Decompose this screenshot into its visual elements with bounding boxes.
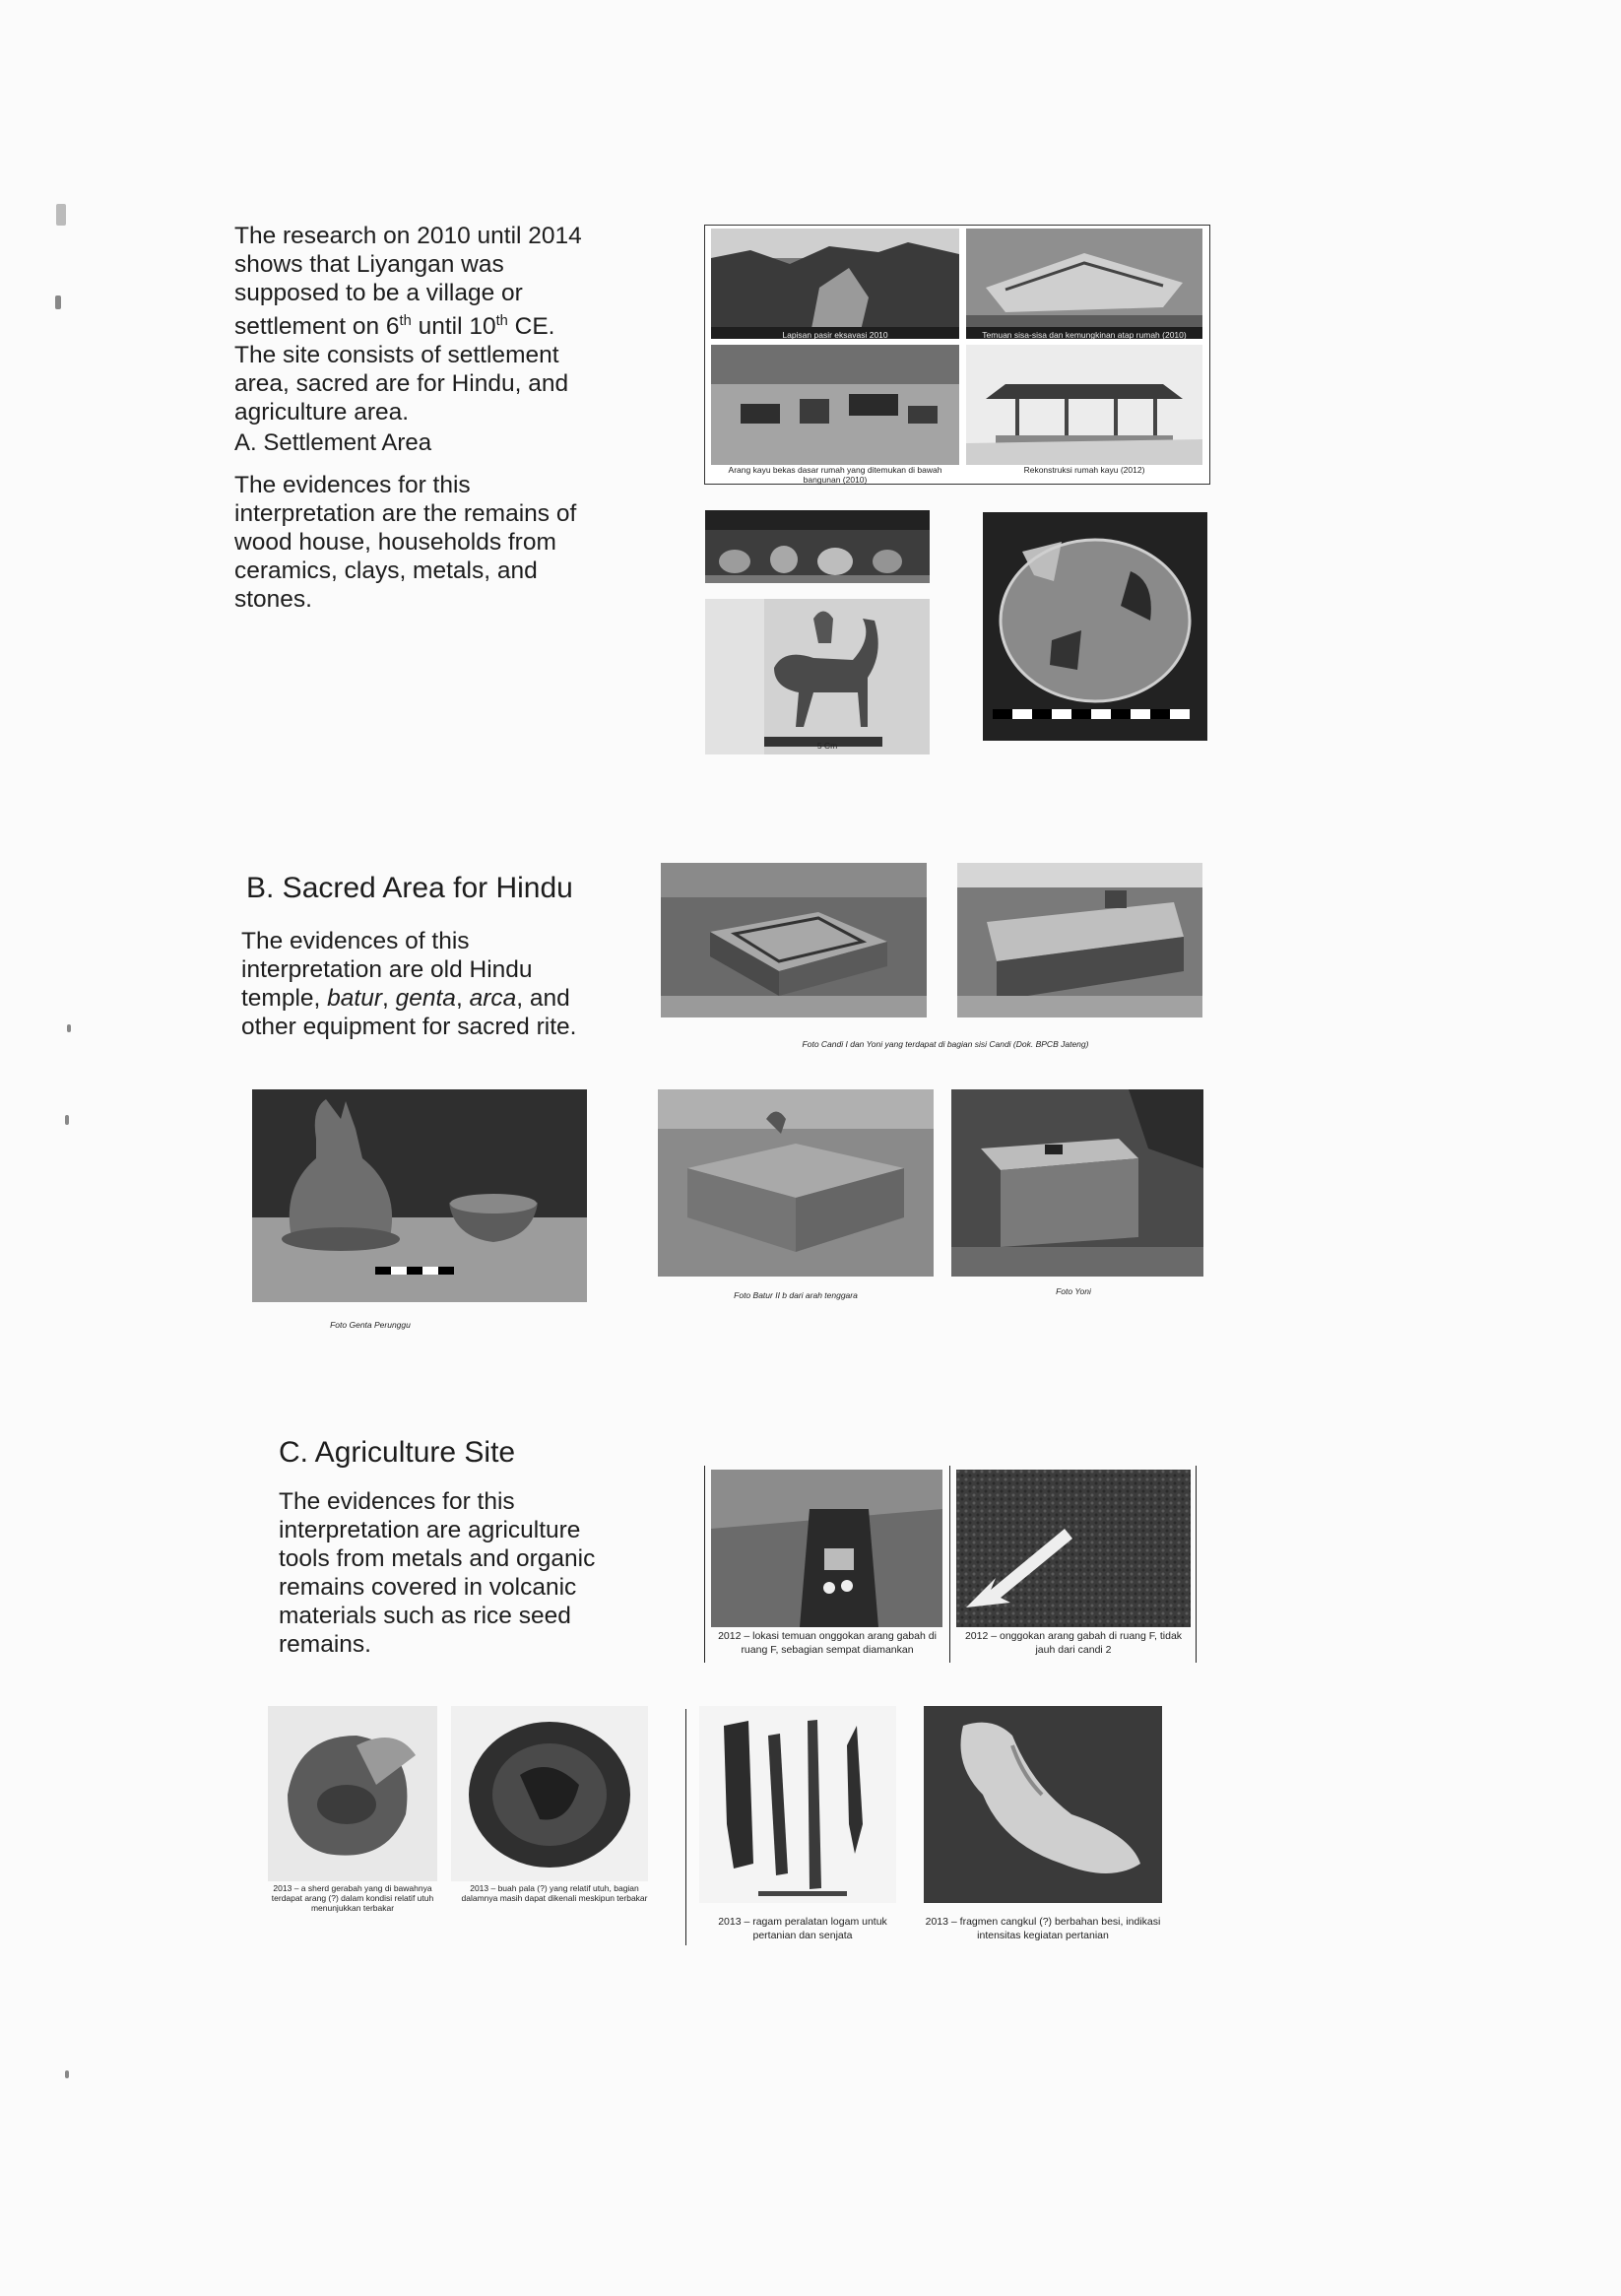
broken-pot-photo <box>983 512 1207 741</box>
scan-speck <box>56 204 66 226</box>
section-b-line: interpretation are old Hindu <box>241 956 533 983</box>
caption-batur: Foto Batur II b dari arah tenggara <box>734 1290 858 1300</box>
divider-line <box>1196 1466 1197 1663</box>
scan-speck <box>65 2070 69 2078</box>
charcoal-floor-photo <box>711 345 959 465</box>
scan-speck <box>55 295 61 309</box>
section-b-line: temple, batur, genta, arca, and <box>241 985 570 1012</box>
section-a-heading: A. Settlement Area <box>234 429 432 456</box>
caption-c2: 2012 – onggokan arang gabah di ruang F, tidak jauh dari candi 2 <box>964 1630 1183 1656</box>
caption-reconstruction: Rekonstruksi rumah kayu (2012) <box>1023 465 1145 475</box>
excavation-layer-photo <box>711 229 959 339</box>
caption-charcoal: Arang kayu bekas dasar rumah yang ditemukan di bawah bangunan (2010) <box>728 465 942 485</box>
pottery-sherd-photo <box>268 1706 437 1881</box>
intro-paragraph <box>234 222 658 426</box>
scale-label: 5 Cm <box>816 741 838 751</box>
section-c-line: materials such as rice seed <box>279 1603 571 1629</box>
caption-c3: 2013 – a sherd gerabah yang di bawahnya terdapat arang (?) dalam kondisi relatif utuh menunjukkan terbakar <box>271 1883 434 1913</box>
hoe-fragment-photo <box>924 1706 1162 1903</box>
intro-line: settlement on 6th until 10th CE. <box>234 313 555 341</box>
caption-c4: 2013 – buah pala (?) yang relatif utuh, bagian dalamnya masih dapat dikenali meskipun terbakar <box>461 1883 648 1903</box>
section-b-heading: B. Sacred Area for Hindu <box>246 872 573 904</box>
caption-roof: Temuan sisa-sisa dan kemungkinan atap rumah (2010) <box>982 330 1187 340</box>
intro-line: area, sacred are for Hindu, and <box>234 370 569 398</box>
section-c-heading: C. Agriculture Site <box>279 1436 516 1469</box>
divider-line <box>685 1709 686 1945</box>
intro-line: agriculture area. <box>234 399 410 426</box>
caption-genta: Foto Genta Perunggu <box>330 1320 411 1330</box>
intro-line: shows that Liyangan was <box>234 251 504 278</box>
animal-figurine-photo <box>705 599 930 754</box>
intro-line: supposed to be a village or <box>234 280 523 306</box>
house-reconstruction-photo <box>966 345 1202 465</box>
caption-c1: 2012 – lokasi temuan onggokan arang gabah di ruang F, sebagian sempat diamankan <box>718 1630 937 1656</box>
section-b-line: The evidences of this <box>241 928 470 954</box>
caption-c5: 2013 – ragam peralatan logam untuk pertanian dan senjata <box>718 1916 887 1941</box>
caption-yoni: Foto Yoni <box>1056 1286 1091 1296</box>
yoni-temple-photo <box>957 863 1202 1017</box>
section-b-line: other equipment for sacred rite. <box>241 1014 577 1040</box>
section-a-line: The evidences for this <box>234 472 471 498</box>
section-b-body <box>241 927 625 1041</box>
caption-c6: 2013 – fragmen cangkul (?) berbahan besi, indikasi intensitas kegiatan pertanian <box>925 1916 1161 1941</box>
divider-line <box>704 1466 705 1663</box>
section-a-line: stones. <box>234 586 312 613</box>
intro-line: The research on 2010 until 2014 <box>234 223 582 249</box>
section-c-line: The evidences for this <box>279 1488 515 1515</box>
section-c-body <box>279 1487 663 1659</box>
batur-photo <box>658 1089 934 1277</box>
scan-speck <box>67 1024 71 1032</box>
metal-tools-photo <box>699 1706 896 1903</box>
divider-line <box>949 1466 950 1663</box>
burnt-fruit-photo <box>451 1706 648 1881</box>
intro-line: The site consists of settlement <box>234 342 559 369</box>
section-c-line: tools from metals and organic <box>279 1545 596 1572</box>
section-a-body <box>234 471 668 614</box>
section-c-line: remains. <box>279 1631 371 1658</box>
section-a-line: interpretation are the remains of <box>234 500 577 527</box>
section-c-line: remains covered in volcanic <box>279 1574 577 1601</box>
rice-charcoal-pile-photo <box>956 1470 1191 1627</box>
caption-candi: Foto Candi I dan Yoni yang terdapat di bagian sisi Candi (Dok. BPCB Jateng) <box>802 1039 1089 1049</box>
section-a-line: ceramics, clays, metals, and <box>234 558 538 584</box>
caption-excavation: Lapisan pasir eksavasi 2010 <box>782 330 888 340</box>
roof-remains-photo <box>966 229 1202 339</box>
scan-speck <box>65 1115 69 1125</box>
section-c-line: interpretation are agriculture <box>279 1517 581 1543</box>
candi-temple-photo <box>661 863 927 1017</box>
bronze-bell-photo <box>252 1089 587 1302</box>
ceramics-row-photo <box>705 510 930 583</box>
section-a-line: wood house, households from <box>234 529 556 556</box>
rice-charcoal-location-photo <box>711 1470 942 1627</box>
yoni-photo <box>951 1089 1203 1277</box>
